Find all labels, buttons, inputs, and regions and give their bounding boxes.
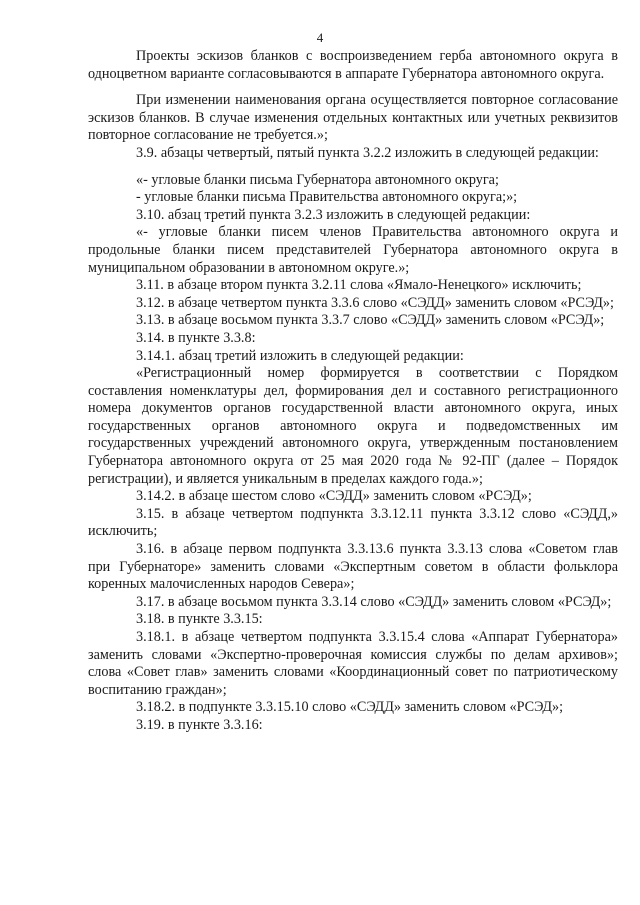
paragraph: «Регистрационный номер формируется в соответствии с Порядком составления номенклатуры дел, формирования дел и составного регистрационного номера документов органов государственной власти автономного округа, иных государственных органов автономного округа и подведомственных им государственных учреждений автономного округа, утвержденным постановлением Губернатора автономного округа от 25 мая 2020 года № 92-ПГ (далее – Порядок регистрации), и является уникальным в пределах каждого года.»; — [88, 365, 618, 487]
paragraph: 3.14.1. абзац третий изложить в следующей редакции: — [136, 347, 464, 364]
paragraph: 3.15. в абзаце четвертом подпункта 3.3.12.11 пункта 3.3.12 слово «СЭДД,» исключить; — [88, 505, 618, 540]
paragraph: 3.10. абзац третий пункта 3.2.3 изложить в следующей редакции: — [136, 206, 531, 223]
paragraph: «- угловые бланки письма Губернатора автономного округа; — [136, 171, 499, 188]
paragraph: 3.19. в пункте 3.3.16: — [136, 716, 263, 733]
document-body — [88, 48, 618, 735]
paragraph: 3.16. в абзаце первом подпункта 3.3.13.6 пункта 3.3.13 слова «Советом глав при Губернаторе» заменить словами «Экспертным советом в области фольклора коренных малочисленных народов Севера»; — [88, 541, 618, 593]
paragraph: 3.14.2. в абзаце шестом слово «СЭДД» заменить словом «РСЭД»; — [136, 488, 532, 505]
paragraph: 3.18.1. в абзаце четвертом подпункта 3.3.15.4 слова «Аппарат Губернатора» заменить словами «Экспертно-проверочная комиссия службы по делам архивов»; слова «Совет глав» заменить словами «Координационный совет по патриотическому воспитанию граждан»; — [88, 629, 618, 698]
paragraph: 3.17. в абзаце восьмом пункта 3.3.14 слово «СЭДД» заменить словом «РСЭД»; — [136, 593, 612, 610]
paragraph: 3.14. в пункте 3.3.8: — [136, 329, 256, 346]
paragraph: «- угловые бланки писем членов Правительства автономного округа и продольные бланки писем представителей Губернатора автономного округа в муниципальном образовании в автономном округе.»; — [88, 224, 618, 276]
paragraph: Проекты эскизов бланков с воспроизведением герба автономного округа в одноцветном варианте согласовываются в аппарате Губернатора автономного округа. — [88, 48, 618, 82]
paragraph: 3.13. в абзаце восьмом пункта 3.3.7 слово «СЭДД» заменить словом «РСЭД»; — [136, 312, 605, 329]
paragraph: 3.18. в пункте 3.3.15: — [136, 611, 263, 628]
paragraph: 3.11. в абзаце втором пункта 3.2.11 слова «Ямало-Ненецкого» исключить; — [136, 277, 582, 294]
paragraph: - угловые бланки письма Правительства автономного округа;»; — [136, 189, 518, 206]
paragraph: 3.18.2. в подпункте 3.3.15.10 слово «СЭДД» заменить словом «РСЭД»; — [136, 699, 564, 716]
page-number: 4 — [316, 30, 324, 45]
paragraph: 3.9. абзацы четвертый, пятый пункта 3.2.2 изложить в следующей редакции: — [136, 144, 599, 161]
paragraph: 3.12. в абзаце четвертом пункта 3.3.6 слово «СЭДД» заменить словом «РСЭД»; — [136, 294, 614, 311]
paragraph: При изменении наименования органа осуществляется повторное согласование эскизов бланков. В случае изменения отдельных контактных или учетных реквизитов повторное согласование не требуется.»; — [88, 92, 618, 144]
